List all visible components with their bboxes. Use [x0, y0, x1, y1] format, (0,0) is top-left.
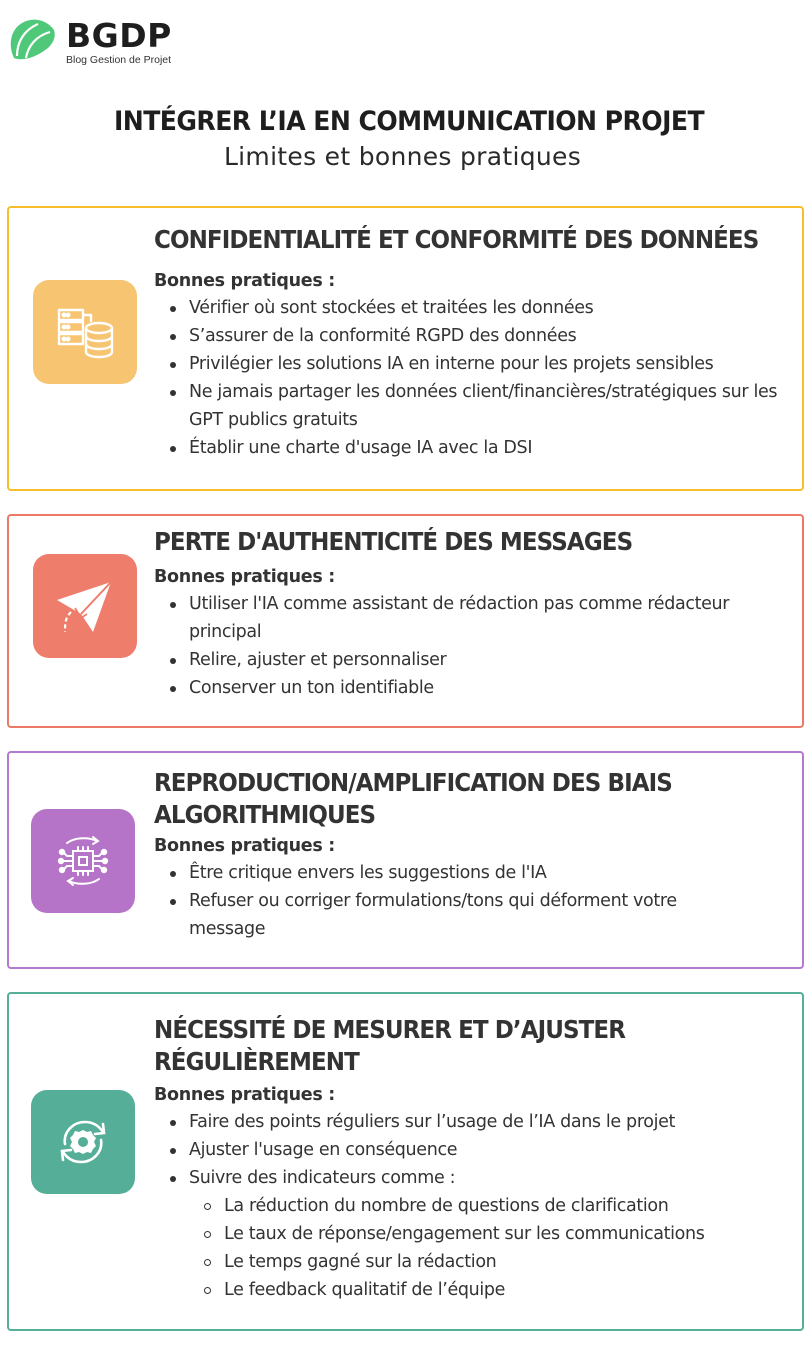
chip-cycle-icon: [51, 829, 115, 893]
card-body: [154, 1014, 792, 1304]
card-title-line-2: ALGORITHMIQUES: [154, 800, 376, 829]
card-authenticity: [7, 514, 804, 728]
practices-label: Bonnes pratiques :: [154, 836, 335, 856]
paper-plane-icon: [53, 574, 117, 638]
page-subtitle: Limites et bonnes pratiques: [223, 142, 582, 171]
list-item: Établir une charte d'usage IA avec la DSI: [166, 434, 792, 462]
sub-list-item: Le taux de réponse/engagement sur les communications: [201, 1220, 792, 1248]
card-body: [154, 224, 792, 462]
card-data-confidentiality: [7, 206, 804, 491]
card-title: NÉCESSITÉ DE MESURER ET D’AJUSTER: [154, 1015, 625, 1044]
practices-list: [166, 294, 792, 462]
list-item: Conserver un ton identifiable: [166, 674, 792, 702]
card-title: CONFIDENTIALITÉ ET CONFORMITÉ DES DONNÉES: [154, 225, 759, 254]
list-item: Vérifier où sont stockées et traitées les données: [166, 294, 792, 322]
list-item: Ne jamais partager les données client/financières/stratégiques sur les GPT publics gratuits: [166, 378, 792, 434]
list-item: Relire, ajuster et personnaliser: [166, 646, 792, 674]
brand-name: BGDP: [66, 16, 172, 55]
sub-list-item: La réduction du nombre de questions de clarification: [201, 1192, 792, 1220]
card-body: [154, 526, 792, 702]
list-item: Privilégier les solutions IA en interne pour les projets sensibles: [166, 350, 792, 378]
practices-label: Bonnes pratiques :: [154, 1085, 335, 1105]
sub-list-item: Le temps gagné sur la rédaction: [201, 1248, 792, 1276]
list-item: Refuser ou corriger formulations/tons qui déforment votre message: [166, 887, 752, 943]
practices-list: [166, 859, 792, 943]
practices-list: [166, 590, 792, 702]
list-item: Être critique envers les suggestions de l'IA: [166, 859, 752, 887]
sub-list-item: Le feedback qualitatif de l’équipe: [201, 1276, 792, 1304]
brand-tagline: Blog Gestion de Projet: [66, 54, 172, 66]
list-item: S’assurer de la conformité RGPD des données: [166, 322, 792, 350]
indicators-list: [201, 1192, 792, 1304]
practices-list: [166, 1108, 792, 1304]
card-body: [154, 767, 792, 943]
card-icon-tile: [31, 809, 135, 913]
list-item: Utiliser l'IA comme assistant de rédaction pas comme rédacteur principal: [166, 590, 792, 646]
card-algorithmic-bias: [7, 751, 804, 969]
list-item: [166, 1164, 792, 1304]
practices-label: Bonnes pratiques :: [154, 567, 335, 587]
list-item-text: Suivre des indicateurs comme :: [189, 1168, 456, 1188]
card-measure-adjust: [7, 992, 804, 1331]
practices-label: Bonnes pratiques :: [154, 271, 335, 291]
list-item: Ajuster l'usage en conséquence: [166, 1136, 792, 1164]
page-title: INTÉGRER L’IA EN COMMUNICATION PROJET: [113, 106, 705, 137]
card-icon-tile: [33, 280, 137, 384]
gear-refresh-icon: [51, 1110, 115, 1174]
list-item: Faire des points réguliers sur l’usage de l’IA dans le projet: [166, 1108, 792, 1136]
leaf-logo-icon: [8, 18, 56, 62]
card-title-line-2: RÉGULIÈREMENT: [154, 1047, 359, 1076]
card-title: REPRODUCTION/AMPLIFICATION DES BIAIS: [154, 768, 672, 797]
card-title: PERTE D'AUTHENTICITÉ DES MESSAGES: [154, 527, 633, 556]
card-icon-tile: [31, 1090, 135, 1194]
server-database-icon: [53, 300, 117, 364]
card-icon-tile: [33, 554, 137, 658]
